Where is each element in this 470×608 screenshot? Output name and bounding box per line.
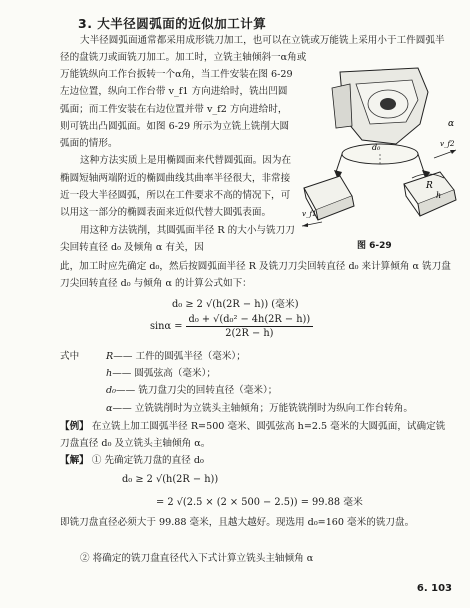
figure-label-R: R [426,181,433,191]
paragraph-relationship: 用这种方法铣削，其圆弧面半径 R 的大小与铣刀刀尖回转直径 d₀ 及倾角 α 有关，因 [60,224,295,253]
calc-line-1: d₀ ≥ 2 √(h(2R − h)) [122,474,219,485]
example-text: 在立铣上加工圆弧半径 R=500 毫米、圆弧弦高 h=2.5 毫米的大圆弧面，试确定铣刀盘直径 d₀ 及立铣头主轴倾角 α。 [60,421,446,450]
figure-label-d0: d₀ [372,143,381,152]
section-title: 3. 大半径圆弧面的近似加工计算 [78,16,267,31]
definition-item: h—— 圆弧弦高（毫米）； [106,368,216,380]
definition-item: R—— 工件的圆弧半径（毫米）； [106,351,246,362]
wrapped-text-block [60,66,296,256]
definition-list [106,348,456,417]
where-lead: 式中 [60,351,80,362]
solution-step-2: ② 将确定的铣刀盘直径代入下式计算立铣头主轴倾角 α [80,553,314,564]
page-number: 6. 103 [416,583,452,594]
figure-label-vf2: v_f2 [440,140,455,148]
formula-d0: d₀ ≥ 2 √(h(2R − h)) (毫米) [172,299,299,310]
figure-6-29 [300,66,460,228]
conclusion: 即铣刀盘直径必须大于 99.88 毫米，且越大越好。现选用 d₀=160 毫米的铣刀盘。 [60,517,415,528]
definition-item: α—— 立铣铣削时为立铣头主轴倾角；万能铣铣削时为纵向工作台转角。 [106,402,413,414]
solution-step-1: 【解】 ① 先确定铣刀盘的直径 d₀ [60,455,204,466]
definition-item: d₀—— 铣刀盘刀尖的回转直径（毫米）； [106,385,278,397]
solution-label: 【解】 [60,455,89,466]
figure-label-h: h [436,191,442,200]
paragraph-ellipse-method: 这种方法实质上是用椭圆面来代替圆弧面。因为在椭圆短轴两端附近的椭圆曲线其曲率半径很大，非常接近一段大半径圆弧，所以在工件要求不高的情况下，可以用这一部分的椭圆表面来近似代替大圆弧表面。 [60,155,292,219]
paragraph-intro-continued: 万能铣纵向工作台扳转一个α角，当工件安装在图 6-29 左边位置，纵向工作台带 v_f1 方向进给时，铣出凹圆弧面；而工件安装在右边位置并带 v_f2 方向进给时，则可铣出凸圆弧面。如图 6-29 所示为立铣上铣削大圆弧面的情形。 [60,69,293,150]
calc-line-2: = 2 √(2.5 × (2 × 500 − 2.5)) = 99.88 毫米 [156,497,363,508]
paragraph-calculation-intro: 此，加工时应先确定 d₀，然后按圆弧面半径 R 及铣刀刀尖回转直径 d₀ 来计算倾角 α 铣刀盘刀尖回转直径 d₀ 与倾角 α 的计算公式如下： [60,261,451,290]
paragraph-intro: 大半径圆弧面通常都采用成形铣刀加工，也可以在立铣或万能铣上采用小于工件圆弧半径的盘铣刀或面铣刀加工。加工时，立铣主轴倾斜一α角或 [60,35,445,64]
fraction-denominator: 2(2R − h) [225,328,274,339]
fraction-numerator: d₀ + √(d₀² − 4h(2R − h)) [186,314,314,327]
example-block [60,418,452,452]
example-label: 【例】 [60,421,89,432]
formula-sin-alpha: sinα = $\frac{\text{d₀ + √(d₀² − 4h(2R − h))}}{2(2R - h)}$ [150,314,313,339]
fraction [186,314,314,339]
figure-caption: 图 6-29 [357,241,392,251]
figure-label-vf1: v_f1 [302,210,317,218]
figure-label-alpha: α [448,119,455,129]
